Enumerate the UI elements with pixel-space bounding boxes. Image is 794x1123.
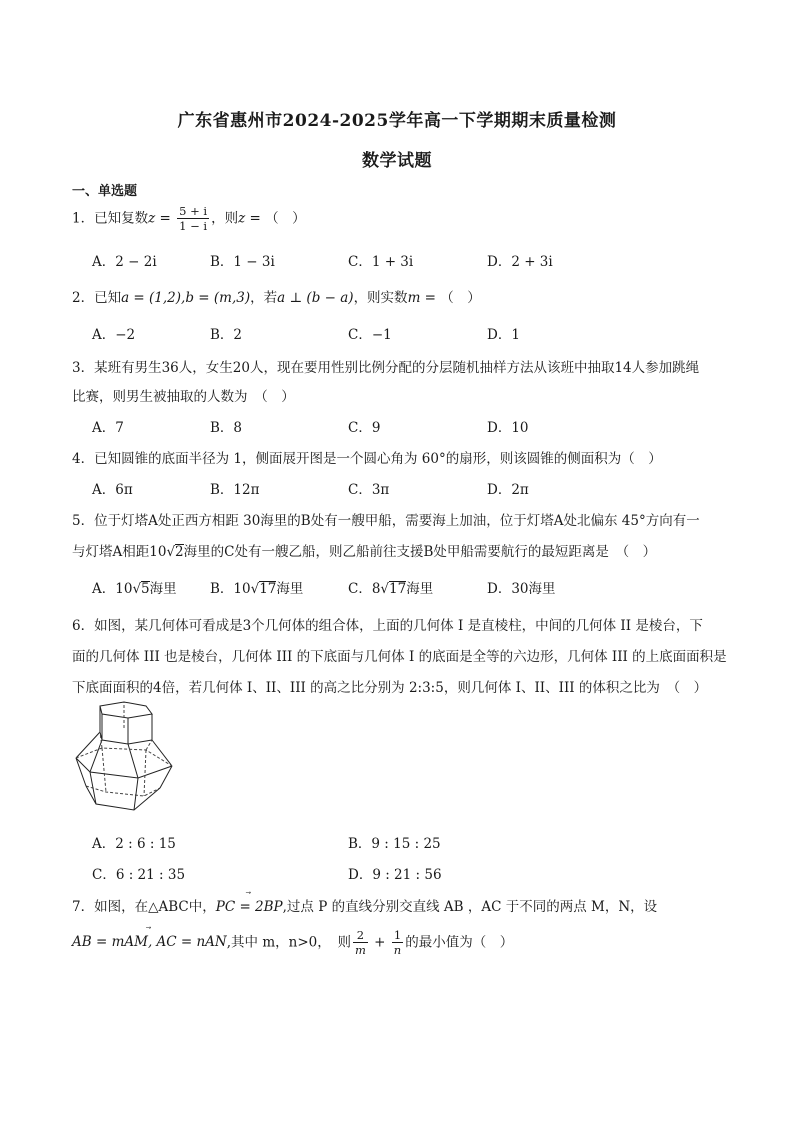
- fraction: $\frac{1}{n}$: [393, 928, 402, 958]
- question-3-line-2: 比赛，则男生被抽取的人数为 （ ）: [72, 389, 295, 405]
- option-a: A．7: [92, 420, 124, 436]
- prism-top-face: [100, 702, 152, 718]
- option-b: B．1 − 3i: [210, 254, 275, 270]
- option-c: C．3π: [348, 482, 390, 498]
- option-c: C．6 : 21 : 35: [92, 867, 186, 883]
- page-title: 广东省惠州市2024-2025学年高一下学期期末质量检测: [177, 111, 617, 131]
- option-d: D．30海里: [487, 581, 556, 597]
- question-5-line-2: 与灯塔A相距10√2海里的C处有一艘乙船，则乙船前往支援B处甲船需要航行的最短距离是 （ ）: [72, 544, 657, 560]
- composite-solid-figure: [72, 700, 178, 814]
- option-b: B．10√17海里: [210, 581, 304, 597]
- option-d: D．10: [487, 420, 529, 436]
- option-b: B．2: [210, 327, 243, 343]
- question-5-line-1: 5．位于灯塔A处正西方相距 30海里的B处有一艘甲船，需要海上加油，位于灯塔A处北偏东 45°方向有一: [72, 513, 700, 529]
- fraction: $\frac{5 + i}{1 - i}$: [179, 204, 208, 234]
- page-subtitle: 数学试题: [362, 151, 432, 171]
- option-d: D．2 + 3i: [487, 254, 553, 270]
- option-a: A．6π: [92, 482, 133, 498]
- question-6-line-1: 6．如图，某几何体可看成是3个几何体的组合体，上面的几何体 I 是直棱柱，中间的几何体 II 是棱台，下: [72, 618, 703, 634]
- question-7-line-2: ⃗ AB = mAM, AC = nAN,其中 m，n>0， 则 $\frac{2}{m}$ + $\frac{1}{n}$ 的最小值为（ ）: [72, 928, 513, 958]
- option-d: D．1: [487, 327, 520, 343]
- question-2: 2．已知a = (1,2),b = (m,3)，若a ⊥ (b − a)，则实数m = （ ）: [72, 290, 481, 306]
- option-c: C．8√17海里: [348, 581, 434, 597]
- question-3-line-1: 3．某班有男生36人，女生20人，现在要用性别比例分配的分层随机抽样方法从该班中抽取14人参加跳绳: [72, 360, 700, 376]
- question-1: 1．已知复数z = $\frac{5 + i}{1 - i}$ ，则z = （ ）: [72, 204, 306, 234]
- question-7-line-1: 7．如图，在△ABC中，⃗ PC = 2BP,过点 P 的直线分别交直线 AB ，AC 于不同的两点 M，N，设: [72, 895, 657, 915]
- option-a: A．2 − 2i: [92, 254, 157, 270]
- section-heading: 一、单选题: [72, 184, 138, 199]
- fraction: $\frac{2}{m}$: [354, 928, 366, 958]
- option-c: C．1 + 3i: [348, 254, 414, 270]
- option-b: B．12π: [210, 482, 260, 498]
- option-b: B．8: [210, 420, 243, 436]
- option-d: D．9 : 21 : 56: [348, 867, 442, 883]
- option-a: A．−2: [92, 327, 136, 343]
- option-d: D．2π: [487, 482, 529, 498]
- option-a: A．10√5海里: [92, 581, 177, 597]
- option-a: A．2 : 6 : 15: [92, 836, 176, 852]
- option-c: C．−1: [348, 327, 392, 343]
- question-6-line-2: 面的几何体 III 也是棱台，几何体 III 的下底面与几何体 I 的底面是全等的六边形，几何体 III 的上底面面积是: [72, 649, 727, 665]
- question-4: 4．已知圆锥的底面半径为 1，侧面展开图是一个圆心角为 60°的扇形，则该圆锥的侧面积为（ ）: [72, 451, 662, 467]
- option-c: C．9: [348, 420, 381, 436]
- option-b: B．9 : 15 : 25: [348, 836, 441, 852]
- question-6-line-3: 下底面面积的4倍，若几何体 I、II、III 的高之比分别为 2:3:5，则几何体 I、II、III 的体积之比为 （ ）: [72, 680, 708, 696]
